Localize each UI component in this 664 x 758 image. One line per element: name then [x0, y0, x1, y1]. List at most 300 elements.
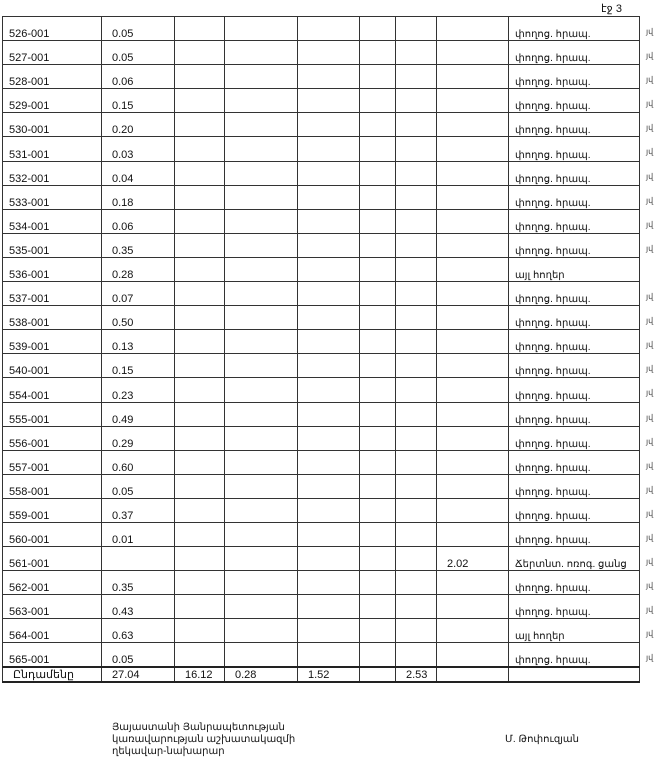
row-col3 — [175, 41, 225, 65]
table-row — [3, 282, 640, 306]
row-area: 0.60 — [102, 450, 175, 474]
row-extra — [437, 185, 509, 209]
row-col5 — [298, 17, 360, 41]
row-land-use: փողոց. հրապ. — [509, 41, 640, 65]
row-col3 — [175, 161, 225, 185]
row-area: 0.63 — [102, 619, 175, 643]
row-extra — [437, 161, 509, 185]
row-code: 561-001 — [3, 547, 102, 571]
footer-line-1: Յայաստանի Յանրապետության — [112, 722, 285, 733]
table-row — [3, 354, 640, 378]
row-col7 — [396, 65, 437, 89]
margin-mark: յվ — [646, 557, 654, 567]
row-col6 — [360, 89, 396, 113]
row-col6 — [360, 257, 396, 281]
row-col6 — [360, 282, 396, 306]
row-col7 — [396, 306, 437, 330]
total-use-empty — [509, 667, 640, 682]
row-col6 — [360, 65, 396, 89]
row-area: 0.07 — [102, 282, 175, 306]
row-col5 — [298, 595, 360, 619]
row-col7 — [396, 137, 437, 161]
row-col3 — [175, 282, 225, 306]
row-col5 — [298, 65, 360, 89]
row-code: 563-001 — [3, 595, 102, 619]
row-land-use: փողոց. հրապ. — [509, 330, 640, 354]
row-col7 — [396, 161, 437, 185]
margin-mark: յվ — [646, 364, 654, 374]
row-col7 — [396, 426, 437, 450]
row-col4 — [225, 65, 298, 89]
row-col7 — [396, 233, 437, 257]
row-area: 0.03 — [102, 137, 175, 161]
margin-mark: յվ — [646, 508, 654, 518]
row-land-use: փողոց. հրապ. — [509, 185, 640, 209]
table-row — [3, 137, 640, 161]
row-extra — [437, 450, 509, 474]
row-col6 — [360, 209, 396, 233]
row-code: 559-001 — [3, 498, 102, 522]
row-area: 0.20 — [102, 113, 175, 137]
row-area: 0.05 — [102, 474, 175, 498]
table-row — [3, 41, 640, 65]
row-code: 527-001 — [3, 41, 102, 65]
row-col3 — [175, 65, 225, 89]
land-register-table — [2, 16, 640, 683]
row-col5 — [298, 161, 360, 185]
footer-line-3: ղեկավար-նախարար — [112, 746, 225, 757]
row-land-use: փողոց. հրապ. — [509, 282, 640, 306]
row-col5 — [298, 41, 360, 65]
row-extra: 2.02 — [437, 547, 509, 571]
row-extra — [437, 643, 509, 667]
row-extra — [437, 257, 509, 281]
row-land-use: փողոց. հրապ. — [509, 306, 640, 330]
row-col7 — [396, 89, 437, 113]
row-extra — [437, 233, 509, 257]
row-col5 — [298, 354, 360, 378]
row-code: 555-001 — [3, 402, 102, 426]
row-col3 — [175, 209, 225, 233]
row-area: 0.15 — [102, 89, 175, 113]
row-col4 — [225, 330, 298, 354]
total-v4: 1.52 — [298, 667, 360, 682]
row-col6 — [360, 619, 396, 643]
row-code: 536-001 — [3, 257, 102, 281]
row-code: 535-001 — [3, 233, 102, 257]
row-area: 0.28 — [102, 257, 175, 281]
row-col7 — [396, 522, 437, 546]
row-code: 565-001 — [3, 643, 102, 667]
table-row — [3, 17, 640, 41]
row-col3 — [175, 378, 225, 402]
row-col5 — [298, 330, 360, 354]
row-col7 — [396, 643, 437, 667]
row-extra — [437, 306, 509, 330]
row-col7 — [396, 547, 437, 571]
table-row — [3, 89, 640, 113]
total-v1: 27.04 — [102, 667, 175, 682]
row-code: 556-001 — [3, 426, 102, 450]
row-col4 — [225, 185, 298, 209]
row-col5 — [298, 643, 360, 667]
row-col3 — [175, 233, 225, 257]
row-col4 — [225, 233, 298, 257]
margin-mark: յվ — [646, 27, 654, 36]
row-area: 0.13 — [102, 330, 175, 354]
row-land-use: փողոց. հրապ. — [509, 498, 640, 522]
row-col7 — [396, 41, 437, 65]
margin-mark: յվ — [646, 629, 654, 639]
row-col7 — [396, 330, 437, 354]
table-row — [3, 474, 640, 498]
row-col6 — [360, 643, 396, 667]
row-col7 — [396, 113, 437, 137]
row-land-use: փողոց. հրապ. — [509, 65, 640, 89]
row-col7 — [396, 498, 437, 522]
row-extra — [437, 571, 509, 595]
row-col4 — [225, 643, 298, 667]
row-extra — [437, 402, 509, 426]
row-col7 — [396, 185, 437, 209]
row-col3 — [175, 354, 225, 378]
row-col6 — [360, 474, 396, 498]
row-extra — [437, 354, 509, 378]
table-row — [3, 330, 640, 354]
row-col5 — [298, 547, 360, 571]
row-code: 554-001 — [3, 378, 102, 402]
row-col7 — [396, 619, 437, 643]
row-land-use: փողոց. հրապ. — [509, 233, 640, 257]
margin-mark: յվ — [646, 484, 654, 494]
totals-label: Ընդամենը — [3, 667, 102, 682]
row-col7 — [396, 354, 437, 378]
row-col3 — [175, 571, 225, 595]
row-col5 — [298, 137, 360, 161]
row-extra — [437, 378, 509, 402]
margin-mark: յվ — [646, 316, 654, 326]
row-col4 — [225, 619, 298, 643]
row-land-use: փողոց. հրապ. — [509, 522, 640, 546]
row-col4 — [225, 282, 298, 306]
row-col7 — [396, 257, 437, 281]
row-col3 — [175, 402, 225, 426]
row-land-use: փողոց. հրապ. — [509, 378, 640, 402]
total-v3: 0.28 — [225, 667, 298, 682]
row-col6 — [360, 330, 396, 354]
margin-mark: յվ — [646, 99, 654, 109]
margin-mark: յվ — [646, 123, 654, 133]
row-col6 — [360, 113, 396, 137]
row-area: 0.23 — [102, 378, 175, 402]
table-row — [3, 209, 640, 233]
row-col5 — [298, 209, 360, 233]
total-v5 — [360, 667, 396, 682]
row-code: 557-001 — [3, 450, 102, 474]
row-col3 — [175, 137, 225, 161]
table-row — [3, 257, 640, 281]
row-code: 530-001 — [3, 113, 102, 137]
row-col5 — [298, 474, 360, 498]
row-col7 — [396, 474, 437, 498]
row-area: 0.04 — [102, 161, 175, 185]
row-extra — [437, 282, 509, 306]
row-extra — [437, 41, 509, 65]
row-code: 526-001 — [3, 17, 102, 41]
row-land-use: այլ հողեր — [509, 257, 640, 281]
row-area — [102, 547, 175, 571]
row-code: 558-001 — [3, 474, 102, 498]
row-extra — [437, 474, 509, 498]
row-col5 — [298, 426, 360, 450]
row-code: 533-001 — [3, 185, 102, 209]
row-col5 — [298, 571, 360, 595]
row-extra — [437, 595, 509, 619]
margin-mark: յվ — [646, 460, 654, 470]
row-col4 — [225, 354, 298, 378]
margin-mark: յվ — [646, 581, 654, 591]
row-land-use: փողոց. հրապ. — [509, 474, 640, 498]
row-code: 537-001 — [3, 282, 102, 306]
row-code: 562-001 — [3, 571, 102, 595]
row-land-use: այլ հողեր — [509, 619, 640, 643]
row-area: 0.06 — [102, 209, 175, 233]
row-col6 — [360, 426, 396, 450]
row-land-use: փողոց. հրապ. — [509, 595, 640, 619]
row-area: 0.49 — [102, 402, 175, 426]
table-row — [3, 65, 640, 89]
row-col6 — [360, 547, 396, 571]
row-col4 — [225, 450, 298, 474]
row-code: 532-001 — [3, 161, 102, 185]
row-col6 — [360, 378, 396, 402]
row-col4 — [225, 498, 298, 522]
margin-mark: յվ — [646, 340, 654, 350]
table-row — [3, 185, 640, 209]
row-col7 — [396, 282, 437, 306]
row-col6 — [360, 306, 396, 330]
row-col5 — [298, 619, 360, 643]
row-col4 — [225, 426, 298, 450]
row-land-use: փողոց. հրապ. — [509, 89, 640, 113]
row-col3 — [175, 522, 225, 546]
row-extra — [437, 137, 509, 161]
row-col6 — [360, 450, 396, 474]
row-code: 538-001 — [3, 306, 102, 330]
total-v7 — [437, 667, 509, 682]
row-code: 531-001 — [3, 137, 102, 161]
margin-mark: յվ — [646, 219, 654, 229]
row-col3 — [175, 619, 225, 643]
row-col3 — [175, 89, 225, 113]
table-row — [3, 450, 640, 474]
row-extra — [437, 17, 509, 41]
margin-mark: յվ — [646, 605, 654, 615]
row-extra — [437, 89, 509, 113]
row-col5 — [298, 378, 360, 402]
row-col3 — [175, 426, 225, 450]
row-land-use: փողոց. հրապ. — [509, 113, 640, 137]
row-col5 — [298, 89, 360, 113]
row-col5 — [298, 306, 360, 330]
margin-mark: յվ — [646, 653, 654, 663]
row-col4 — [225, 547, 298, 571]
row-code: 560-001 — [3, 522, 102, 546]
row-col6 — [360, 498, 396, 522]
margin-mark: յվ — [646, 292, 654, 302]
row-col6 — [360, 522, 396, 546]
row-area: 0.05 — [102, 41, 175, 65]
row-land-use: փողոց. հրապ. — [509, 426, 640, 450]
page-number: էջ 3 — [601, 3, 622, 15]
row-land-use: Ճերտնտ. ոռոգ. ցանց — [509, 547, 640, 571]
margin-mark: յվ — [646, 171, 654, 181]
row-land-use: փողոց. հրապ. — [509, 209, 640, 233]
row-extra — [437, 619, 509, 643]
row-col4 — [225, 17, 298, 41]
row-col3 — [175, 547, 225, 571]
table-row — [3, 161, 640, 185]
row-col3 — [175, 17, 225, 41]
row-col4 — [225, 89, 298, 113]
row-col3 — [175, 498, 225, 522]
row-col4 — [225, 257, 298, 281]
table-row — [3, 426, 640, 450]
table-row — [3, 571, 640, 595]
table-row — [3, 113, 640, 137]
table-row — [3, 522, 640, 546]
row-col6 — [360, 402, 396, 426]
row-code: 540-001 — [3, 354, 102, 378]
row-col6 — [360, 595, 396, 619]
row-land-use: փողոց. հրապ. — [509, 643, 640, 667]
row-col5 — [298, 450, 360, 474]
row-col5 — [298, 185, 360, 209]
row-col6 — [360, 354, 396, 378]
row-code: 534-001 — [3, 209, 102, 233]
row-col5 — [298, 402, 360, 426]
margin-mark: յվ — [646, 243, 654, 253]
table-row — [3, 595, 640, 619]
row-land-use: փողոց. հրապ. — [509, 137, 640, 161]
table-row — [3, 233, 640, 257]
row-extra — [437, 113, 509, 137]
totals-row — [3, 667, 640, 682]
row-code: 528-001 — [3, 65, 102, 89]
row-col3 — [175, 113, 225, 137]
table-row — [3, 402, 640, 426]
row-col4 — [225, 306, 298, 330]
row-col3 — [175, 450, 225, 474]
row-col4 — [225, 571, 298, 595]
row-land-use: փողոց. հրապ. — [509, 161, 640, 185]
row-area: 0.01 — [102, 522, 175, 546]
row-land-use: փողոց. հրապ. — [509, 450, 640, 474]
row-col6 — [360, 17, 396, 41]
row-extra — [437, 426, 509, 450]
row-col4 — [225, 378, 298, 402]
row-col4 — [225, 41, 298, 65]
row-col7 — [396, 209, 437, 233]
margin-mark — [646, 257, 660, 281]
margin-mark: յվ — [646, 532, 654, 542]
row-extra — [437, 209, 509, 233]
row-col4 — [225, 402, 298, 426]
row-col5 — [298, 282, 360, 306]
row-area: 0.43 — [102, 595, 175, 619]
row-col6 — [360, 233, 396, 257]
row-col3 — [175, 595, 225, 619]
row-code: 564-001 — [3, 619, 102, 643]
row-col5 — [298, 113, 360, 137]
row-col4 — [225, 137, 298, 161]
total-v6: 2.53 — [396, 667, 437, 682]
table-row — [3, 306, 640, 330]
row-col6 — [360, 185, 396, 209]
row-land-use: փողոց. հրապ. — [509, 17, 640, 41]
row-col3 — [175, 643, 225, 667]
footer-signatory-title — [112, 722, 295, 758]
row-code: 539-001 — [3, 330, 102, 354]
row-col7 — [396, 595, 437, 619]
row-col6 — [360, 571, 396, 595]
row-land-use: փողոց. հրապ. — [509, 354, 640, 378]
row-col7 — [396, 571, 437, 595]
row-col5 — [298, 233, 360, 257]
table-row — [3, 378, 640, 402]
margin-marks — [646, 16, 660, 667]
row-code: 529-001 — [3, 89, 102, 113]
row-extra — [437, 330, 509, 354]
row-extra — [437, 498, 509, 522]
row-area: 0.50 — [102, 306, 175, 330]
margin-mark: յվ — [646, 75, 654, 85]
table-row — [3, 643, 640, 667]
row-col6 — [360, 161, 396, 185]
row-area: 0.18 — [102, 185, 175, 209]
total-v2: 16.12 — [175, 667, 225, 682]
margin-mark: յվ — [646, 388, 654, 398]
margin-mark: յվ — [646, 436, 654, 446]
row-col4 — [225, 161, 298, 185]
row-col3 — [175, 330, 225, 354]
row-col5 — [298, 522, 360, 546]
margin-mark: յվ — [646, 51, 654, 61]
row-col4 — [225, 209, 298, 233]
row-col7 — [396, 378, 437, 402]
row-col3 — [175, 474, 225, 498]
row-extra — [437, 522, 509, 546]
row-area: 0.05 — [102, 643, 175, 667]
table-row — [3, 498, 640, 522]
row-col7 — [396, 402, 437, 426]
row-col4 — [225, 474, 298, 498]
row-area: 0.35 — [102, 571, 175, 595]
footer-signature: Մ. Թոփուզյան — [505, 734, 579, 745]
row-col3 — [175, 185, 225, 209]
row-col7 — [396, 17, 437, 41]
row-col5 — [298, 498, 360, 522]
row-col6 — [360, 137, 396, 161]
table-row — [3, 619, 640, 643]
row-col5 — [298, 257, 360, 281]
margin-mark: յվ — [646, 147, 654, 157]
row-col4 — [225, 595, 298, 619]
row-area: 0.37 — [102, 498, 175, 522]
row-area: 0.15 — [102, 354, 175, 378]
row-area: 0.29 — [102, 426, 175, 450]
margin-mark: յվ — [646, 412, 654, 422]
